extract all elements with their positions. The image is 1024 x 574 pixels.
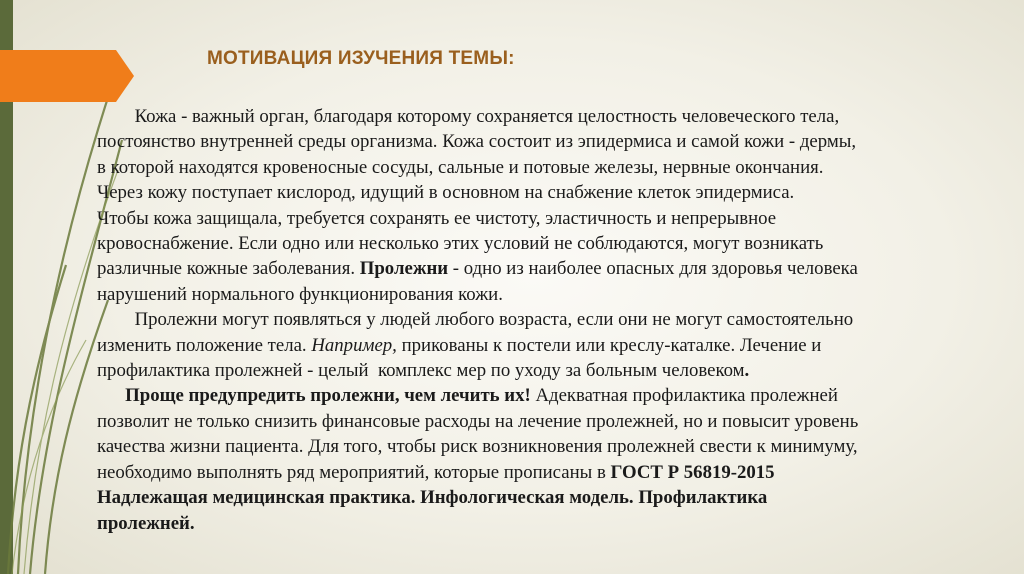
text-segment: в которой находятся кровеносные сосуды, сальные и потовые железы, нервные окончания. [97, 156, 824, 178]
text-line [97, 231, 973, 256]
text-line [97, 383, 973, 408]
text-segment: необходимо выполнять ряд мероприятий, которые прописаны в [97, 461, 611, 483]
text-segment: Через кожу поступает кислород, идущий в основном на снабжение клеток эпидермиса. [97, 182, 795, 204]
text-line [97, 129, 973, 154]
text-line [97, 358, 973, 383]
text-line [97, 282, 973, 307]
text-line [97, 434, 973, 459]
text-segment: Проще предупредить пролежни, чем лечить их! [97, 385, 531, 407]
text-segment: Чтобы кожа защищала, требуется сохранять ее чистоту, эластичность и непрерывное [97, 207, 777, 229]
text-segment: профилактика пролежней - целый комплекс мер по уходу за больным человеком [97, 360, 745, 382]
text-line [97, 104, 973, 129]
text-segment: пролежней. [97, 512, 195, 534]
text-line [97, 409, 973, 434]
text-line [97, 511, 973, 536]
text-segment: Кожа - важный орган, благодаря которому сохраняется целостность человеческого тела, [97, 106, 840, 127]
text-segment: Адекватная профилактика пролежней [530, 385, 838, 407]
text-segment: нарушений нормального функционирования кожи. [97, 283, 503, 305]
text-line [97, 180, 973, 205]
slide-body-text [97, 104, 973, 536]
text-segment: - одно из наиболее опасных для здоровья человека [448, 258, 858, 280]
text-segment: различные кожные заболевания. [97, 258, 360, 280]
text-segment: постоянство внутренней среды организма. Кожа состоит из эпидермиса и самой кожи - дермы, [97, 131, 857, 153]
text-line [97, 333, 973, 358]
title-arrow-banner [0, 50, 134, 102]
text-segment: прикованы к постели или креслу-каталке. Лечение и [396, 334, 822, 356]
text-segment: Надлежащая медицинская практика. Инфологическая модель. Профилактика [97, 487, 768, 509]
text-segment: Например, [311, 334, 397, 356]
text-segment: позволит не только снизить финансовые расходы на лечение пролежней, но и повысит уровень [97, 410, 859, 432]
text-segment: качества жизни пациента. Для того, чтобы риск возникновения пролежней свести к минимуму, [97, 436, 858, 458]
text-segment: Пролежни [359, 258, 449, 280]
text-line [97, 460, 973, 485]
text-line [97, 206, 973, 231]
text-line [97, 155, 973, 180]
text-segment: кровоснабжение. Если одно или несколько этих условий не соблюдаются, могут возникать [97, 233, 824, 255]
text-segment: . [744, 360, 750, 382]
text-line [97, 307, 973, 332]
slide-title: МОТИВАЦИЯ ИЗУЧЕНИЯ ТЕМЫ: [207, 48, 515, 69]
text-line [97, 256, 973, 281]
text-segment: Пролежни могут появляться у людей любого возраста, если они не могут самостоятельно [97, 309, 854, 331]
text-segment: ГОСТ Р 56819-2015 [610, 461, 775, 483]
text-segment: изменить положение тела. [97, 334, 312, 356]
text-line [97, 485, 973, 510]
